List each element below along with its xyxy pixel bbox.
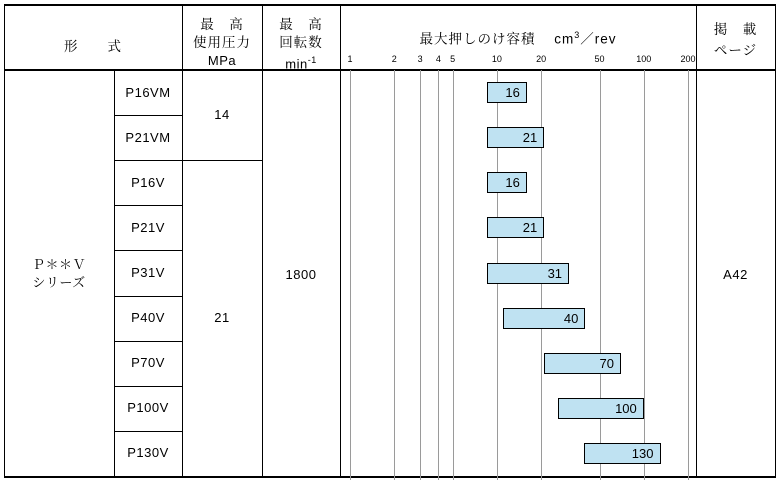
row-separator [114,250,182,251]
axis-tick-label: 20 [536,54,547,64]
model-name-cell: P130V [127,445,169,461]
header-pressure-line1: 最 高 [200,17,244,32]
model-name-cell: P21VM [125,129,171,145]
pressure-value-cell: 21 [214,310,230,326]
row-separator [114,296,182,297]
axis-tick-label: 4 [435,54,441,64]
header-speed-line1: 最 高 [279,17,323,32]
col-border-right [775,6,776,476]
displacement-bar-label: 70 [599,355,615,371]
header-chart-title-text: 最大押しのけ容積 [419,31,536,47]
pressure-value-cell: 14 [214,107,230,123]
row-separator [114,386,182,387]
row-separator [114,341,182,342]
series-name-line2: シリーズ [32,275,86,290]
header-chart-unit: cm [554,31,575,47]
header-page-line1: 掲 載 [713,22,758,37]
pressure-group-separator [182,160,262,161]
axis-tick-label: 2 [391,54,397,64]
header-pressure-line2: 使用圧力 [193,35,251,50]
speed-value: 1800 [285,267,317,282]
header-page-line2: ページ [713,43,758,58]
row-separator [114,205,182,206]
specification-table [4,4,776,478]
col-border-series-model [114,69,115,476]
axis-tick-label: 200 [680,54,696,64]
col-border-chart-page [696,6,697,476]
chart-gridline [438,70,439,480]
col-border-left [4,6,5,476]
model-name-cell: P70V [131,355,165,371]
header-speed-unit-sup: -1 [307,55,317,65]
axis-tick-label: 50 [594,54,605,64]
model-name-cell: P16VM [125,84,171,100]
displacement-bar-label: 31 [547,265,563,281]
axis-tick-label: 1 [347,54,353,64]
displacement-bar-label: 100 [615,400,637,416]
chart-gridline [420,70,421,480]
displacement-bar-label: 16 [505,85,520,101]
header-model: 形 式 [64,39,122,54]
row-separator [114,115,182,116]
col-border-model-pressure [182,6,183,476]
chart-gridline [688,70,689,480]
header-speed-unit [262,52,340,72]
series-name-line1: Ｐ＊＊Ｖ [31,257,86,272]
chart-gridline [350,70,351,480]
page-value: A42 [723,267,748,282]
col-border-pressure-speed [262,6,263,476]
displacement-bar-label: 130 [631,445,654,461]
displacement-bar-label: 40 [563,310,579,326]
header-chart-unit-sup: 3 [574,30,581,40]
row-separator [114,160,182,161]
axis-tick-label: 3 [417,54,423,64]
header-speed-line2: 回転数 [279,35,323,50]
model-name-cell: P31V [131,265,165,280]
header-chart-title [340,26,696,49]
displacement-chart [341,70,696,480]
model-name-cell: P16V [131,174,165,190]
axis-tick-label: 100 [636,54,652,64]
model-name-cell: P100V [127,400,169,416]
chart-gridline [644,70,645,480]
header-pressure-unit: MPa [207,53,237,68]
displacement-bar-label: 21 [522,220,538,236]
axis-tick-label: 5 [450,54,456,64]
header-chart-unit-rest: ／rev [580,31,617,47]
displacement-bar-label: 21 [522,130,538,146]
displacement-bar-label: 16 [505,175,520,191]
model-name-cell: P40V [131,310,165,326]
chart-gridline [394,70,395,480]
chart-gridline [453,70,454,480]
model-name-cell: P21V [131,219,165,235]
header-speed-unit-text: min [285,56,308,72]
row-separator [114,431,182,432]
axis-tick-label: 10 [491,54,502,64]
